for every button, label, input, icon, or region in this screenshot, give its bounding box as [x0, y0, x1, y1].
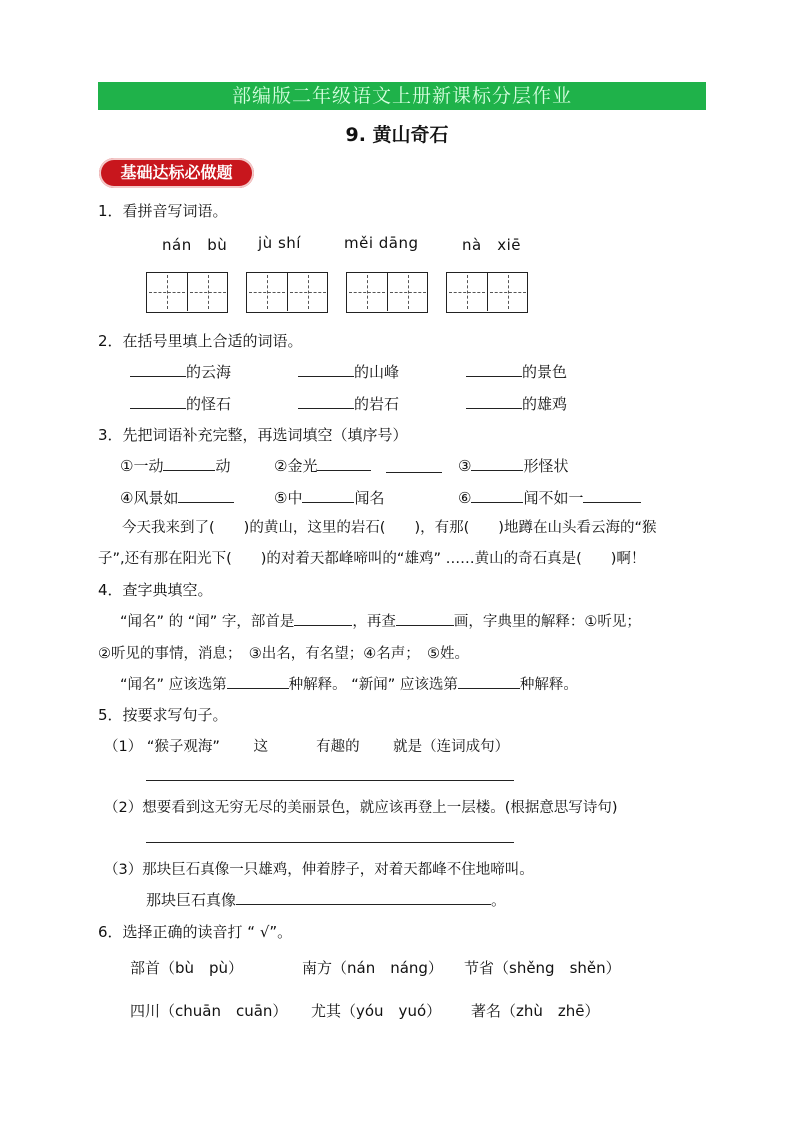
q3-idiom-4[interactable]: ④风景如	[120, 487, 234, 508]
q4-line-1[interactable]: “闻名” 的 “闻” 字，部首是 ，再查 画，字典里的解释：①听见；	[120, 614, 641, 630]
q6-option-1[interactable]: 部首（bù pù）	[130, 959, 244, 977]
q2-item-6[interactable]: 的雄鸡	[466, 393, 567, 414]
question-6-prompt: 6．选择正确的读音打 “ √”。	[98, 923, 293, 941]
q3-idiom-3[interactable]: ③ 形怪状	[458, 457, 569, 475]
q5-sentence-2: （2）想要看到这无穷无尽的美丽景色，就应该再登上一层楼。(根据意思写诗句)	[104, 800, 618, 816]
question-4-prompt: 4．查字典填空。	[98, 581, 213, 599]
q6-option-3[interactable]: 节省（shěng shěn）	[464, 959, 621, 977]
q2-item-5[interactable]: 的岩石	[298, 393, 399, 414]
q2-item-3[interactable]: 的景色	[466, 361, 567, 382]
q5-answer-line-2[interactable]	[146, 842, 514, 843]
q3-idiom-1[interactable]: ①一动 动	[120, 457, 231, 475]
question-5-prompt: 5．按要求写句子。	[98, 706, 228, 724]
q3-paragraph-line-2: 子”,还有那在阳光下( )的对着天都峰啼叫的“雄鸡” ……黄山的奇石真是( )啊！	[98, 551, 646, 567]
q5-sentence-1: （1） “猴子观海” 这 有趣的 就是（连词成句）	[104, 739, 510, 755]
q4-line-2: ②听见的事情，消息； ③出名，有名望；④名声； ⑤姓。	[98, 646, 469, 662]
writing-grid-2[interactable]	[246, 272, 328, 313]
series-banner: 部编版二年级语文上册新课标分层作业	[98, 82, 706, 110]
writing-grid-1[interactable]	[146, 272, 228, 313]
writing-grid-4[interactable]	[446, 272, 528, 313]
q6-option-6[interactable]: 著名（zhù zhē）	[471, 1002, 600, 1020]
q5-answer-line-1[interactable]	[146, 780, 514, 781]
q6-option-5[interactable]: 尤其（yóu yuó）	[311, 1002, 442, 1020]
lesson-title: 9. 黄山奇石	[345, 124, 449, 146]
pinyin-4: nà xiē	[462, 236, 521, 254]
q3-idiom-2[interactable]: ②金光	[274, 455, 371, 476]
section-badge: 基础达标必做题	[99, 158, 254, 188]
q3-idiom-5[interactable]: ⑤中 闻名	[274, 489, 385, 507]
pinyin-3: měi dāng	[344, 234, 419, 252]
pinyin-2: jù shí	[258, 234, 301, 252]
q5-sentence-3-answer[interactable]: 那块巨石真像 。	[146, 891, 507, 909]
q6-option-4[interactable]: 四川（chuān cuān）	[130, 1002, 288, 1020]
q6-option-2[interactable]: 南方（nán náng）	[302, 959, 443, 977]
q3-idiom-6[interactable]: ⑥ 闻不如一	[458, 487, 641, 508]
question-1-prompt: 1．看拼音写词语。	[98, 202, 228, 220]
q2-item-4[interactable]: 的怪石	[130, 393, 231, 414]
question-3-prompt: 3．先把词语补充完整，再选词填空（填序号）	[98, 426, 408, 444]
question-2-prompt: 2．在括号里填上合适的词语。	[98, 332, 303, 350]
q2-item-2[interactable]: 的山峰	[298, 361, 399, 382]
q3-idiom-2-blank[interactable]	[386, 472, 442, 473]
writing-grid-3[interactable]	[346, 272, 428, 313]
q4-line-3[interactable]: “闻名” 应该选第 种解释。 “新闻” 应该选第 种解释。	[120, 677, 578, 693]
q2-item-1[interactable]: 的云海	[130, 361, 231, 382]
q3-paragraph-line-1: 今天我来到了( )的黄山，这里的岩石( )，有那( )地蹲在山头看云海的“猴	[122, 520, 657, 536]
q5-sentence-3: （3）那块巨石真像一只雄鸡，伸着脖子，对着天都峰不住地啼叫。	[104, 862, 534, 878]
pinyin-1: nán bù	[162, 236, 228, 254]
